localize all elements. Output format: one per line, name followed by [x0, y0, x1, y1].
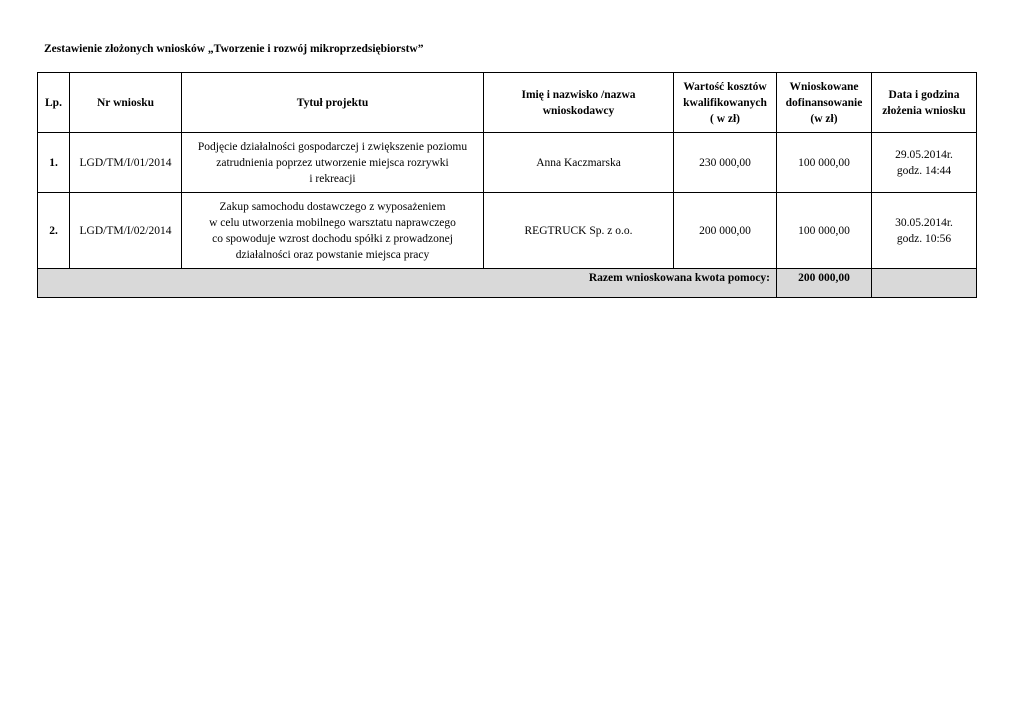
- header-applicant: [484, 73, 674, 133]
- project-title-line: Podjęcie działalności gospodarczej i zwiększenie poziomu: [197, 140, 468, 153]
- applications-table: [37, 72, 977, 298]
- header-project-title: Tytuł projektu: [182, 73, 484, 133]
- project-title-line: co spowoduje wzrost dochodu spółki z prowadzonej: [212, 232, 453, 245]
- row-application-number: LGD/TM/I/02/2014: [70, 193, 182, 269]
- header-applicant-line-1: Imię i nazwisko /nazwa: [521, 88, 636, 101]
- header-costs-line-2: kwalifikowanych: [683, 96, 767, 109]
- submission-time: godz. 14:44: [896, 164, 952, 177]
- header-lp: Lp.: [38, 73, 70, 133]
- row-application-number: LGD/TM/I/01/2014: [70, 133, 182, 193]
- project-title-line: Zakup samochodu dostawczego z wyposażeniem: [219, 200, 446, 213]
- total-label: Razem wnioskowana kwota pomocy:: [38, 269, 777, 298]
- header-funding-line-3: (w zł): [810, 112, 838, 125]
- header-date-line-1: Data i godzina: [888, 88, 960, 101]
- row-lp: 1.: [38, 133, 70, 193]
- total-empty-cell: [872, 269, 977, 298]
- project-title-line: zatrudnienia poprzez utworzenie miejsca rozrywki: [216, 156, 449, 169]
- header-requested-funding: [777, 73, 872, 133]
- submission-date: 30.05.2014r.: [895, 216, 953, 229]
- row-submission-date: [872, 133, 977, 193]
- header-funding-line-1: Wnioskowane: [789, 80, 859, 93]
- header-submission-date: [872, 73, 977, 133]
- header-application-number: Nr wniosku: [70, 73, 182, 133]
- row-applicant: REGTRUCK Sp. z o.o.: [484, 193, 674, 269]
- row-applicant: Anna Kaczmarska: [484, 133, 674, 193]
- submission-time: godz. 10:56: [896, 232, 952, 245]
- row-project-title: [182, 193, 484, 269]
- row-eligible-costs: 230 000,00: [674, 133, 777, 193]
- document-title: Zestawienie złożonych wniosków „Tworzenie i rozwój mikroprzedsiębiorstw”: [44, 43, 424, 55]
- project-title-line: w celu utworzenia mobilnego warsztatu naprawczego: [209, 216, 456, 229]
- row-requested-funding: 100 000,00: [777, 193, 872, 269]
- row-submission-date: [872, 193, 977, 269]
- table-row: [38, 133, 977, 193]
- submission-date: 29.05.2014r.: [895, 148, 953, 161]
- row-eligible-costs: 200 000,00: [674, 193, 777, 269]
- project-title-line: i rekreacji: [309, 172, 356, 185]
- header-costs-line-3: ( w zł): [709, 112, 740, 125]
- total-row: [38, 269, 977, 298]
- header-funding-line-2: dofinansowanie: [785, 96, 863, 109]
- header-eligible-costs: [674, 73, 777, 133]
- table-row: [38, 193, 977, 269]
- row-requested-funding: 100 000,00: [777, 133, 872, 193]
- table-header-row: [38, 73, 977, 133]
- header-applicant-line-2: wnioskodawcy: [542, 104, 615, 117]
- row-lp: 2.: [38, 193, 70, 269]
- row-project-title: [182, 133, 484, 193]
- header-date-line-2: złożenia wniosku: [882, 104, 966, 117]
- header-costs-line-1: Wartość kosztów: [683, 80, 767, 93]
- total-value: 200 000,00: [777, 269, 872, 298]
- project-title-line: działalności oraz powstanie miejsca pracy: [235, 248, 430, 261]
